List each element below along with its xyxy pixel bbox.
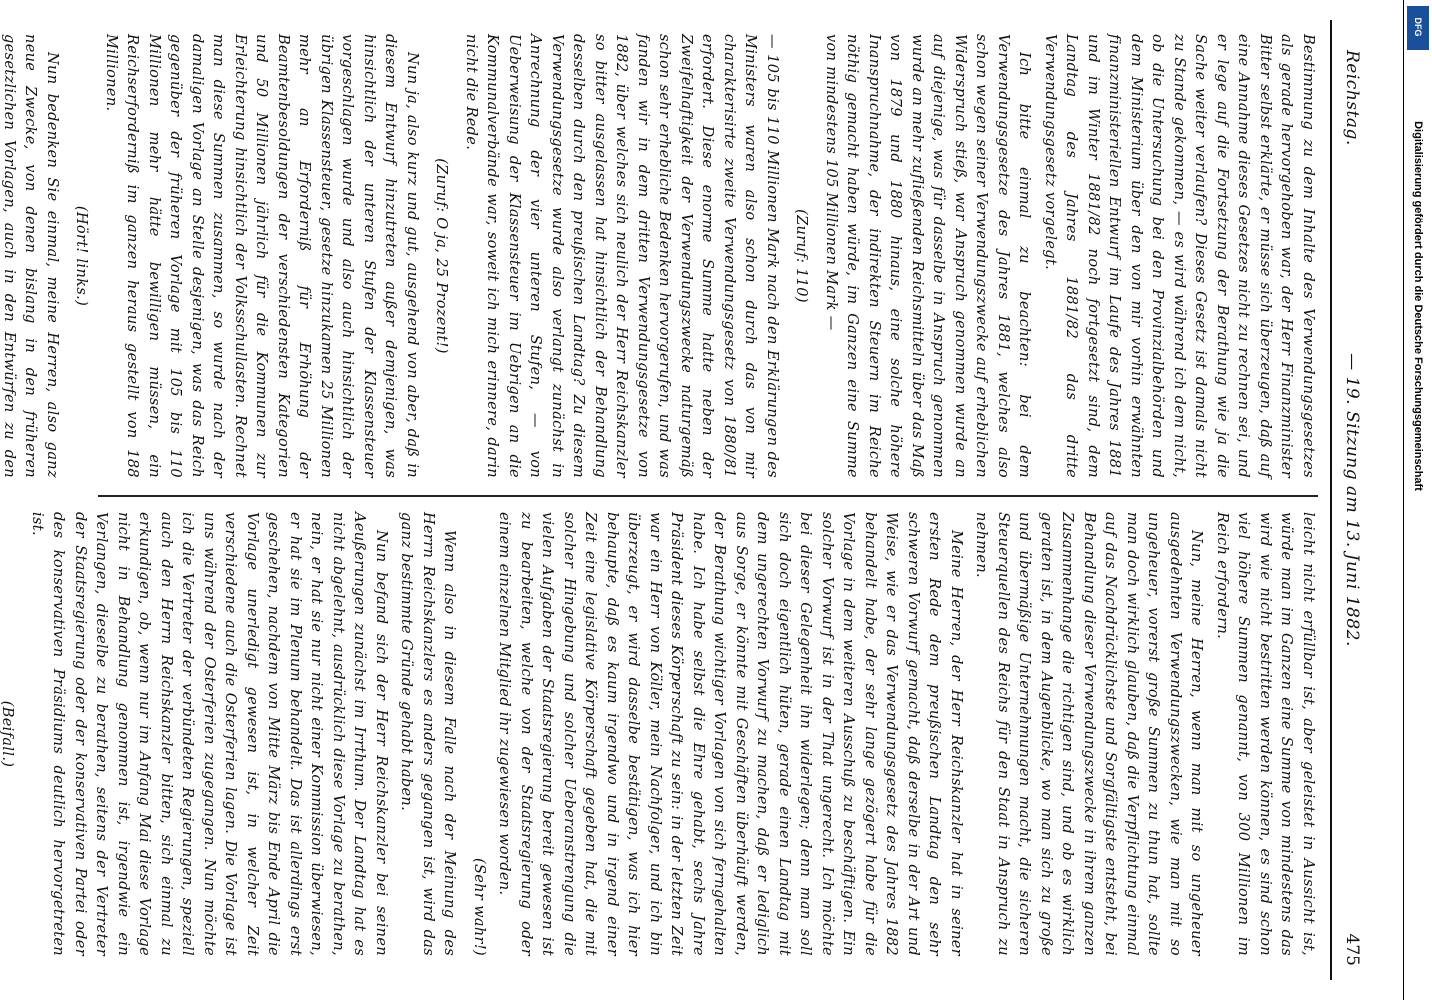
dfg-logo — [1407, 6, 1429, 50]
interjection: (Zuruf: 110) — [793, 209, 810, 303]
paragraph: Nun befand sich der Herr Reichskanzler bei seinen Aeußerungen zunächst im Irrthum. Der Landtag hat es nicht abgelehnt, ausdrücklich diese Vorlage zu berathen, nein, er hat sie nur nicht einer Kommission überwiesen, er hat sie im Plenum behandelt. Das ist allerdings erst geschehen, nachdem von Mitte März bis Ende April die Vorlage unerledigt gewesen ist, in welcher Zeit verschiedene auch die Osterferien lagen. Die Vorlage ist uns während der Osterferien zugegangen. Nun möchte ich die Vertreter der verbündeten Regierungen, speziell auch den Herrn Reichskanzler bitten, sich einmal zu erkundigen, ob, wenn nur im Anfang Mai diese Vorlage nicht in Behandlung genommen ist, irgendwie ein Verlangen, dieselbe zu berathen, seitens der Vertreter der Staatsregierung oder der konservativen Partei oder des konservativen Präsidiums deutlich hervorgetreten ist. — [29, 512, 389, 956]
paragraph: Meine Herren, der Herr Reichskanzler hat in seiner ersten Rede dem preußischen Landtag den sehr schweren Vorwurf gemacht, daß derselbe in der Art und Weise, wie er das Verwendungsgesetz des Jahres 1882 behandelt habe, der sehr lange gezögert habe für die Vorlage in dem weiteren Ausschuß zu beschäftigen. Ein solcher Vorwurf ist in der That ungerecht. Ich möchte bei dieser Gelegenheit ihn widerlegen; denn man soll sich doch eigentlich hüten, gerade einen Landtag mit dem ungerechten Vorwurf zu machen, daß er lediglich aus Sorge, er könnte mit Geschäften überhäuft werden, der Berathung wichtiger Vorlagen von sich ferngehalten habe. Ich habe selbst die Ehre gehabt, sechs Jahre Präsident dieses Körperschaft zu sein: in der letzten Zeit war ein Herr von Köller, mein Nachfolger, und ich bin überzeugt, er wird dasselbe bestätigen, was ich hier behaupte, daß es kaum irgendwo und in irgend einer Zeit eine legislative Körperschaft gegeben hat, die mit solcher Hingebung und solcher Ueberanstrengung die vielen Aufgaben der Staatsregierung bereit gewesen ist zu bearbeiten, welche von der Staatsregierung oder einem einzelnen Mitglied ihr zugewiesen worden. — [496, 512, 964, 956]
right-column — [0, 512, 1318, 956]
paragraph: Nun bedenken Sie einmal, meine Herren, also ganz neue Zwecke, von denen bislang in den früheren gesetzlichen Vorlagen, auch in den Entwürfen zu den — [1, 34, 60, 478]
interjection: (Sehr wahr!) — [471, 857, 487, 956]
paragraph: Nun ja, also kurz und gut, ausgehend von aber, daß in diesem Entwurf hinzutreten außer demjenigen, was hinsichtlich der unteren Stufen der Klassensteuer vorgeschlagen wurde und also auch hinsichtlich der übrigen Klassensteuer, gesetze hinzukamen 25 Millionen mehr an Erforderniß für Erhöhung der Beamtenbesoldungen der verschiedensten Kategorien und 50 Millionen jährlich für die Kommunen zur Erleichterung hinsichtlich der Volksschullasten. Rechnet man diese Summen zusammen, so wurde nach der damaligen Vorlage an Stelle desjenigen, was das Reich gegenüber der früheren Vorlage mit 105 bis 110 Millionen mehr hätte bewilligen müssen, ein Reichserforderniß im ganzen heraus gestellt von 188 Millionen. — [103, 34, 420, 478]
page-header — [1330, 20, 1368, 980]
page-number: 475 — [1342, 933, 1362, 966]
funding-notice: Digitalisierung gefördert durch die Deutsche Forschungsgemeinschaft — [1412, 121, 1424, 491]
funding-strip — [1403, 0, 1432, 1000]
rotated-document — [0, 20, 1396, 980]
dfg-logo-text: DFG — [1413, 17, 1423, 37]
column-divider — [98, 495, 1318, 497]
interjection: (Zuruf: O ja, 25 Prozent!) — [433, 158, 450, 354]
paragraph: Ich bitte einmal zu beachten: bei dem Verwendungsgesetze des Jahres 1881, welches also schon wegen seiner Verwendungszwecke auf erheblichen Widerspruch stieß, war Anspruch genommen wurde an auf diejenige, was für dasselbe in Anspruch genommen wurde an mehr zufließenden Reichsmitteln über das Maß von 1879 und 1880 hinaus, eine solche höhere Inanspruchnahme, der indirekten Steuern im Reiche nöthig gemacht haben würde, im Ganzen eine Summe von mindestens 105 Millionen Mark — — [823, 34, 1033, 478]
paragraph: — 105 bis 110 Millionen Mark nach den Erklärungen des Ministers waren also schon durch das von mir charakterisirte zweite Verwendungsgesetz von 1880/81 erfordert. Diese enorme Summe hatte neben der Zweifelhaftigkeit der Verwendungszwecke naturgemäß schon sehr erhebliche Bedenken hervorgerufen, und was fanden wir in dem dritten Verwendungsgesetze von 1882, über welches sich neulich der Herr Reichskanzler so bitter ausgelassen hat hinsichtlich der Behandlung desselben durch den preußischen Landtag? Zu diesem Verwendungsgesetze wurde also verlangt zunächst in Anrechnung der vier unteren Stufen, — von Ueberweisung der Klassensteuer im Uebrigen an die Kommunalverbände war, soweit ich mich erinnere, darin nicht die Rede. — [463, 34, 780, 478]
paragraph: leicht nicht erfüllbar ist, aber geleistet in Aussicht ist, würde man im Ganzen eine Summe von mindestens das wird wie nicht bestritten werden können, es sind schon viel höhere Summen genannt, von 300 Millionen im Reich erfordern. — [1214, 512, 1316, 956]
interjection: (Beifall.) — [0, 700, 16, 768]
paragraph: Wenn also in diesem Falle nach der Meinung des Herrn Reichskanzlers es anders gegangen ist, wird das ganz bestimmte Gründe gehabt haben. — [398, 512, 458, 956]
header-left: Reichstag. — [1342, 50, 1362, 146]
left-column — [1, 34, 1318, 478]
paragraph: Bestimmung zu dem Inhalte des Verwendungsgesetzes als gerade hervorgehoben war, der Herr Finanzminister Bitter selbst erklärte, er müsse sich überzeugen, daß auf eine Annahme dieses Gesetzes nicht zu rechnen sei, und er lege auf die Fortsetzung der Berathung wie ja die Sache weiter verlaufen? Dieses Gesetz ist damals nicht zu Stande gekommen, — es wird während ich dem nicht, ob die Untersuchung bei den Provinzialbehörden und dem Ministerium über den von mir vorhin erwähnten finanzministeriellen Entwurf im Laufe des Jahres 1881 und im Winter 1881/82 noch fortgesetzt sind, dem Landtag des Jahres 1881/82 das dritte Verwendungsgesetz vorgelegt. — [1042, 34, 1316, 478]
header-title: — 19. Sitzung am 13. Juni 1882. — [1342, 353, 1362, 647]
interjection: (Hört! links.) — [73, 205, 90, 307]
paragraph: Nun, meine Herren, wenn man mit so ungeheuer ausgedehnten Verwendungszwecken, wie man mit so ungeheuer, vorerst große Summen zu thun hat, sollte man doch wirklich glauben, daß die Verpflichtung einmal auf das Nachdrücklichste und Sorgfältigste entsteht, bei Behandlung dieser Verwendungszwecke in ihrem ganzen Zusammenhange die richtigen sind, und ob es wirklich geraten ist, in dem Augenblicke, wo man sich zu große und übermäßige Unternehmungen macht, die sicheren Steuerquellen des Reichs für den Staat in Anspruch zu nehmen. — [973, 512, 1205, 956]
